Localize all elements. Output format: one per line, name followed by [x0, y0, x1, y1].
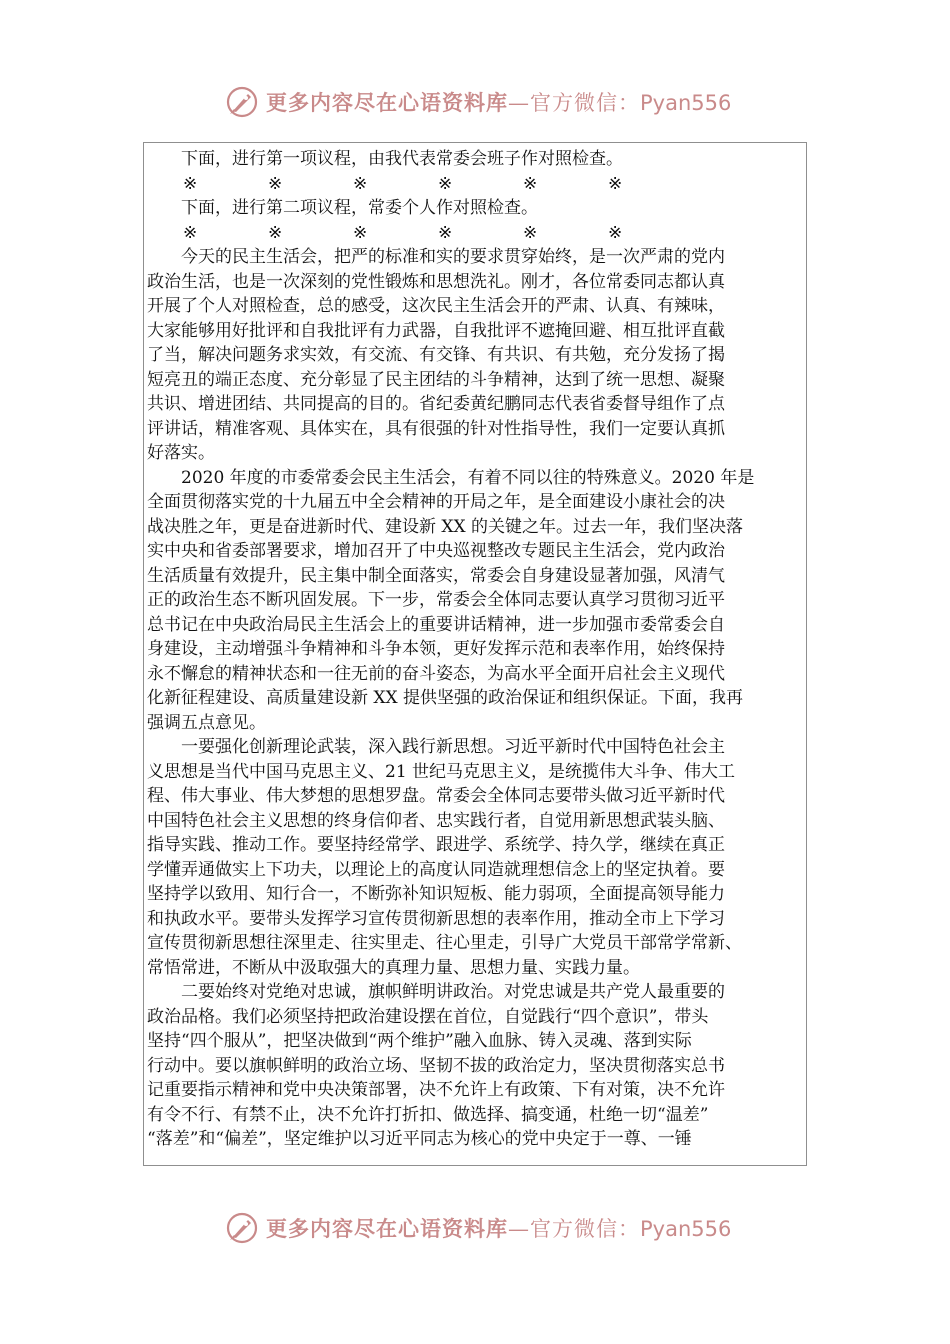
- paragraph-line: 强调五点意见。: [147, 712, 266, 733]
- paragraph-line: 义思想是当代中国马克思主义、21 世纪马克思主义，是统揽伟大斗争、伟大工: [147, 761, 736, 782]
- star-mark: ※: [608, 222, 623, 243]
- paragraph-line: 评讲话，精准客观、具体实在，具有很强的针对性指导性，我们一定要认真抓: [147, 418, 725, 439]
- banner-dash: —: [508, 91, 530, 115]
- paragraph-line: 政治品格。我们必须坚持把政治建设摆在首位，自觉践行“四个意识”，带头: [147, 1006, 709, 1027]
- paragraph-line: 生活质量有效提升，民主集中制全面落实，常委会自身建设显著加强，风清气: [147, 565, 725, 586]
- agenda-item-2: 下面，进行第二项议程，常委个人作对照检查。: [181, 198, 538, 218]
- paragraph-line: 化新征程建设、高质量建设新 XX 提供坚强的政治保证和组织保证。下面，我再: [147, 688, 744, 708]
- paragraph-line: 正的政治生态不断巩固发展。下一步，常委会全体同志要认真学习贯彻习近平: [147, 590, 725, 610]
- paragraph-line: 今天的民主生活会，把严的标准和实的要求贯穿始终，是一次严肃的党内: [181, 247, 725, 267]
- banner-wechat-id: Pyan556: [640, 1217, 732, 1241]
- paragraph-line: 中国特色社会主义思想的终身信仰者、忠实践行者，自觉用新思想武装头脑、: [147, 810, 725, 831]
- separator-stars-1: [147, 172, 804, 197]
- paragraph-line: 全面贯彻落实党的十九届五中全会精神的开局之年，是全面建设小康社会的决: [147, 492, 725, 512]
- paragraph-line: 战决胜之年，更是奋进新时代、建设新 XX 的关键之年。过去一年，我们坚决落: [147, 516, 744, 537]
- rocket-pen-logo-icon: [224, 84, 260, 120]
- paragraph-line: 好落实。: [147, 443, 215, 463]
- paragraph-line: 一要强化创新理论武装，深入践行新思想。习近平新时代中国特色社会主: [181, 737, 725, 757]
- banner-wechat-label: 官方微信：: [530, 91, 640, 115]
- banner-wechat-label: 官方微信：: [530, 1217, 640, 1241]
- star-mark: ※: [268, 173, 283, 194]
- star-mark: ※: [183, 173, 198, 194]
- paragraph-line: 行动中。要以旗帜鲜明的政治立场、坚韧不拔的政治定力，坚决贯彻落实总书: [147, 1055, 725, 1076]
- paragraph-line: 常悟常进，不断从中汲取强大的真理力量、思想力量、实践力量。: [147, 957, 640, 978]
- paragraph-line: 总书记在中央政治局民主生活会上的重要讲话精神，进一步加强市委常委会自: [147, 614, 725, 635]
- paragraph-line: 有令不行、有禁不止，决不允许打折扣、做选择、搞变通，杜绝一切“温差”: [147, 1104, 709, 1125]
- paragraph-line: 程、伟大事业、伟大梦想的思想罗盘。常委会全体同志要带头做习近平新时代: [147, 786, 725, 806]
- body-paragraphs: [147, 245, 804, 1152]
- paragraph-line: 2020 年度的市委常委会民主生活会，有着不同以往的特殊意义。2020 年是: [181, 467, 755, 488]
- star-mark: ※: [438, 222, 453, 243]
- paragraph-line: 短亮丑的端正态度、充分彰显了民主团结的斗争精神，达到了统一思想、凝聚: [147, 369, 725, 390]
- star-mark: ※: [353, 173, 368, 194]
- paragraph-line: 学懂弄通做实上下功夫，以理论上的高度认同造就理想信念上的坚定执着。要: [147, 859, 725, 880]
- agenda-item-1: 下面，进行第一项议程，由我代表常委会班子作对照检查。: [181, 149, 623, 169]
- banner-text: [266, 87, 731, 117]
- rocket-pen-logo-icon: [224, 1210, 260, 1246]
- paragraph: [147, 245, 804, 466]
- banner-site-name: 更多内容尽在心语资料库: [266, 1216, 508, 1241]
- paragraph-line: 指导实践、推动工作。要坚持经常学、跟进学、系统学、持久学，继续在真正: [147, 835, 725, 855]
- star-mark: ※: [353, 222, 368, 243]
- banner-site-name: 更多内容尽在心语资料库: [266, 90, 508, 115]
- star-mark: ※: [523, 173, 538, 194]
- separator-stars-2: [147, 221, 804, 246]
- star-mark: ※: [608, 173, 623, 194]
- paragraph-line: “落差”和“偏差”，坚定维护以习近平同志为核心的党中央定于一尊、一锤: [147, 1129, 692, 1149]
- paragraph: [147, 466, 804, 736]
- paragraph-line: 实中央和省委部署要求，增加召开了中央巡视整改专题民主生活会，党内政治: [147, 541, 725, 561]
- star-mark: ※: [438, 173, 453, 194]
- footer-banner: [224, 1208, 744, 1248]
- document-content: [147, 147, 804, 1152]
- banner-text: [266, 1213, 731, 1243]
- banner-wechat-id: Pyan556: [640, 91, 732, 115]
- paragraph: [147, 735, 804, 980]
- paragraph-line: 坚持学以致用、知行合一，不断弥补知识短板、能力弱项，全面提高领导能力: [147, 884, 725, 904]
- paragraph-line: 政治生活，也是一次深刻的党性锻炼和思想洗礼。刚才，各位常委同志都认真: [147, 271, 725, 292]
- paragraph-line: 大家能够用好批评和自我批评有力武器，自我批评不遮掩回避、相互批评直截: [147, 320, 725, 341]
- banner-dash: —: [508, 1217, 530, 1241]
- paragraph-line: 开展了个人对照检查，总的感受，这次民主生活会开的严肃、认真、有辣味，: [147, 296, 725, 316]
- paragraph-line: 记重要指示精神和党中央决策部署，决不允许上有政策、下有对策，决不允许: [147, 1080, 725, 1100]
- paragraph-line: 身建设，主动增强斗争精神和斗争本领，更好发挥示范和表率作用，始终保持: [147, 639, 725, 659]
- paragraph-line: 二要始终对党绝对忠诚，旗帜鲜明讲政治。对党忠诚是共产党人最重要的: [181, 982, 725, 1002]
- document-frame: [143, 142, 807, 1166]
- star-mark: ※: [523, 222, 538, 243]
- paragraph-line: 永不懈怠的精神状态和一往无前的奋斗姿态，为高水平全面开启社会主义现代: [147, 663, 725, 684]
- paragraph-line: 坚持“四个服从”，把坚决做到“两个维护”融入血脉、铸入灵魂、落到实际: [147, 1031, 692, 1051]
- star-mark: ※: [268, 222, 283, 243]
- paragraph: [147, 980, 804, 1152]
- paragraph-line: 和执政水平。要带头发挥学习宣传贯彻新思想的表率作用，推动全市上下学习: [147, 908, 725, 929]
- header-banner: [224, 82, 744, 122]
- star-mark: ※: [183, 222, 198, 243]
- paragraph-line: 宣传贯彻新思想往深里走、往实里走、往心里走，引导广大党员干部常学常新、: [147, 933, 742, 953]
- paragraph-line: 共识、增进团结、共同提高的目的。省纪委黄纪鹏同志代表省委督导组作了点: [147, 394, 725, 414]
- paragraph-line: 了当，解决问题务求实效，有交流、有交锋、有共识、有共勉，充分发扬了揭: [147, 345, 725, 365]
